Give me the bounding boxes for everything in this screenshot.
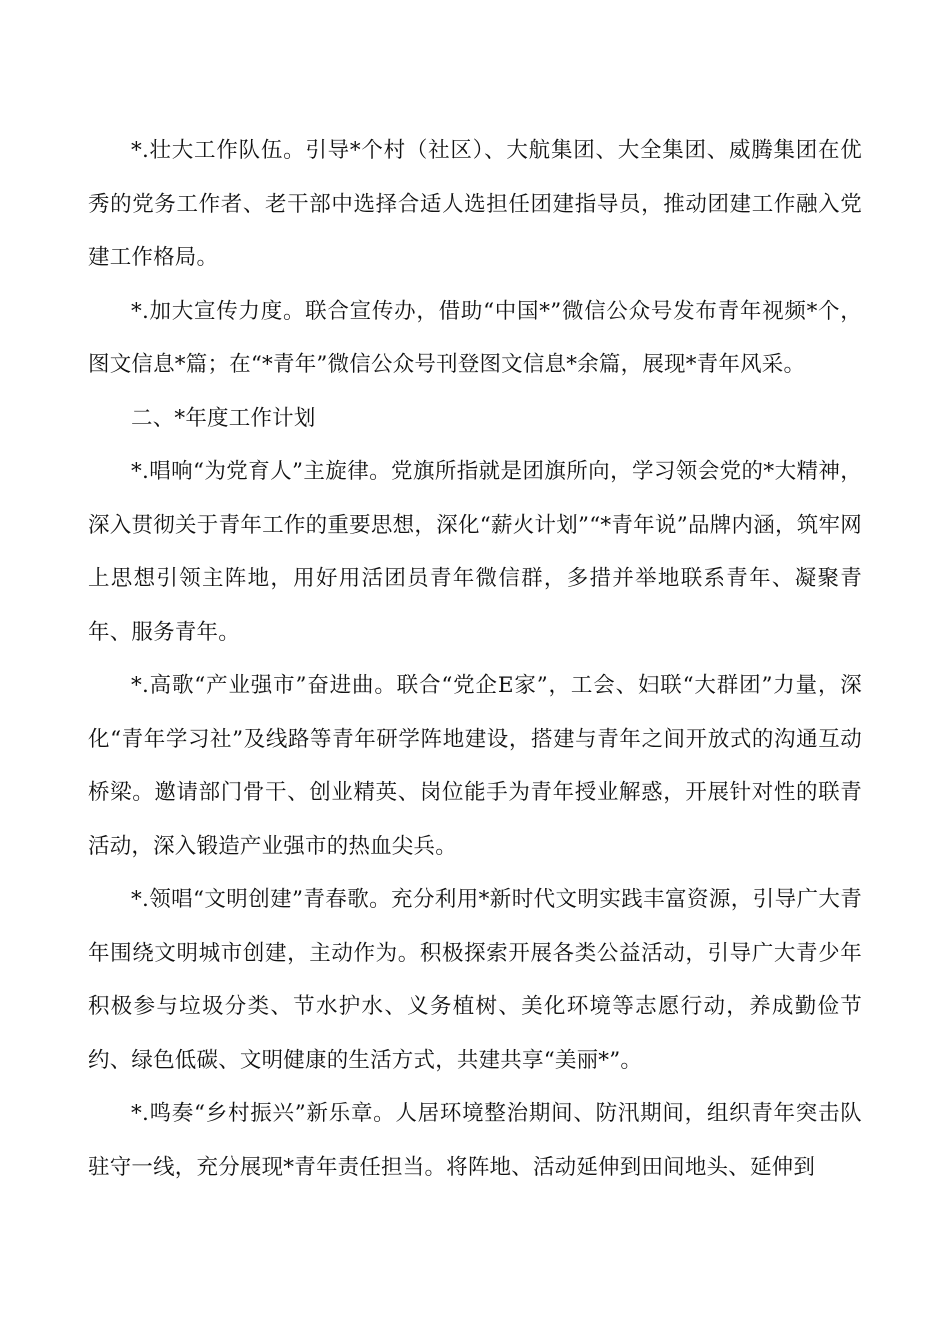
paragraph-plan-1: *.唱响“为党育人”主旋律。党旗所指就是团旗所向，学习领会党的*大精神，深入贯彻关于青年工作的重要思想，深化“薪火计划”“*青年说”品牌内涵，筑牢网上思想引领主阵地，用好用活团员青年微信群，多措并举地联系青年、凝聚青年、服务青年。 [88, 459, 862, 645]
paragraph-team-building: *.壮大工作队伍。引导*个村（社区）、大航集团、大全集团、威腾集团在优秀的党务工作者、老干部中选择合适人选担任团建指导员，推动团建工作融入党建工作格局。 [88, 138, 862, 270]
paragraph-plan-2: *.高歌“产业强市”奋进曲。联合“党企E家”，工会、妇联“大群团”力量，深化“青年学习社”及线路等青年研学阵地建设，搭建与青年之间开放式的沟通互动桥梁。邀请部门骨干、创业精英、岗位能手为青年授业解惑，开展针对性的联青活动，深入锻造产业强市的热血尖兵。 [88, 673, 862, 859]
section-heading: 二、*年度工作计划 [131, 405, 316, 431]
document-body [88, 124, 862, 1194]
paragraph-plan-3: *.领唱“文明创建”青春歌。充分利用*新时代文明实践丰富资源，引导广大青年围绕文明城市创建，主动作为。积极探索开展各类公益活动，引导广大青少年积极参与垃圾分类、节水护水、义务植树、美化环境等志愿行动，养成勤俭节约、绿色低碳、文明健康的生活方式，共建共享“美丽*”。 [88, 887, 862, 1073]
paragraph-plan-4: *.鸣奏“乡村振兴”新乐章。人居环境整治期间、防汛期间，组织青年突击队驻守一线，充分展现*青年责任担当。将阵地、活动延伸到田间地头、延伸到 [88, 1101, 862, 1180]
paragraph-publicity: *.加大宣传力度。联合宣传办，借助“中国*”微信公众号发布青年视频*个，图文信息*篇；在“*青年”微信公众号刊登图文信息*余篇，展现*青年风采。 [88, 298, 862, 377]
